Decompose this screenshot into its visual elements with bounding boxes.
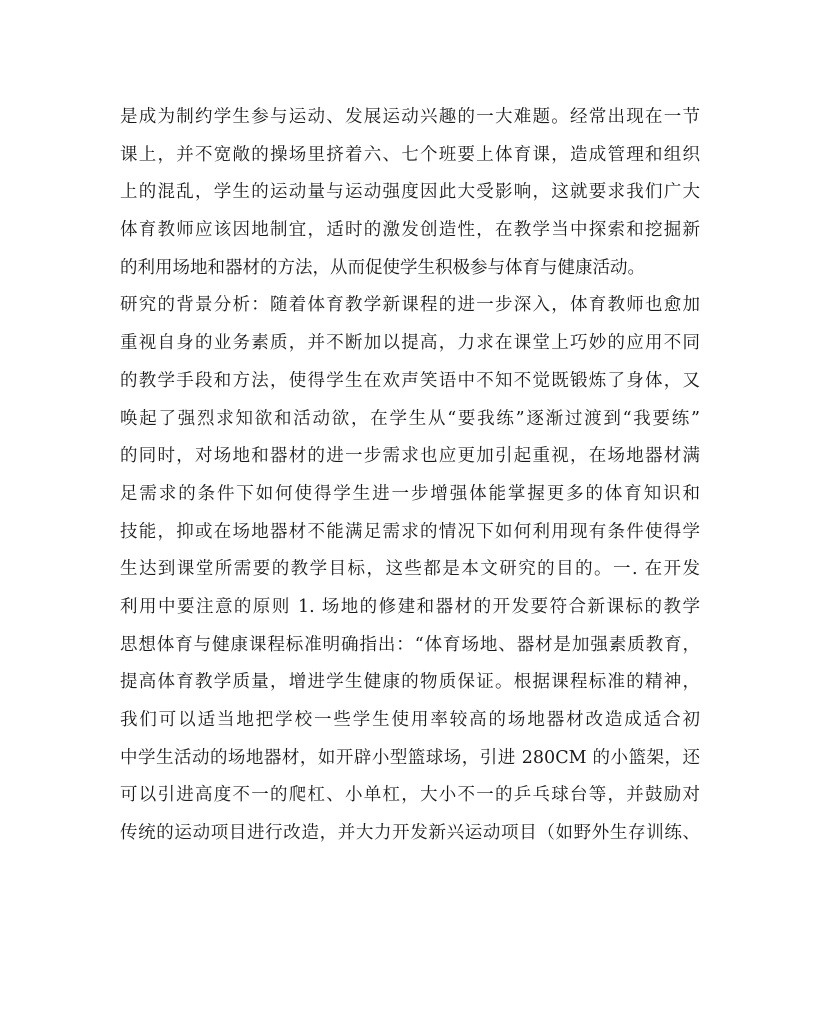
text-line-9: 唤起了强烈求知欲和活动欲，在学生从“要我练”逐渐过渡到“我要练” xyxy=(120,408,700,429)
text-line-1: 是成为制约学生参与运动、发展运动兴趣的一大难题。经常出现在一节 xyxy=(120,107,700,127)
text-line-6: 研究的背景分析：随着体育教学新课程的进一步深入，体育教师也愈加 xyxy=(120,295,700,316)
text-line-14: 利用中要注意的原则 1. 场地的修建和器材的开发要符合新课标的教学 xyxy=(120,596,700,617)
text-line-3: 上的混乱，学生的运动量与运动强度因此大受影响，这就要求我们广大 xyxy=(120,182,700,203)
text-line-19: 可以引进高度不一的爬杠、小单杠，大小不一的乒乓球台等，并鼓励对 xyxy=(120,785,700,806)
text-line-16: 提高体育教学质量，增进学生健康的物质保证。根据课程标准的精神， xyxy=(120,672,700,693)
text-line-5: 的利用场地和器材的方法，从而促使学生积极参与体育与健康活动。 xyxy=(120,257,645,278)
body-text xyxy=(120,99,700,853)
text-line-20: 传统的运动项目进行改造，并大力开发新兴运动项目（如野外生存训练、 xyxy=(120,823,700,844)
text-line-8: 的教学手段和方法，使得学生在欢声笑语中不知不觉既锻炼了身体，又 xyxy=(120,370,700,391)
text-line-7: 重视自身的业务素质，并不断加以提高，力求在课堂上巧妙的应用不同 xyxy=(120,333,700,354)
text-line-10: 的同时，对场地和器材的进一步需求也应更加引起重视，在场地器材满 xyxy=(120,446,700,467)
text-line-18: 中学生活动的场地器材，如开辟小型篮球场，引进 280CM 的小篮架，还 xyxy=(120,747,700,768)
text-line-2: 课上，并不宽敞的操场里挤着六、七个班要上体育课，造成管理和组织 xyxy=(120,144,700,165)
text-line-13: 生达到课堂所需要的教学目标，这些都是本文研究的目的。一. 在开发 xyxy=(120,559,700,580)
text-line-12: 技能，抑或在场地器材不能满足需求的情况下如何利用现有条件使得学 xyxy=(120,521,700,542)
text-line-15: 思想体育与健康课程标准明确指出：“体育场地、器材是加强素质教育， xyxy=(120,634,700,655)
text-line-4: 体育教师应该因地制宜，适时的激发创造性，在教学当中探索和挖掘新 xyxy=(120,220,700,241)
text-line-11: 足需求的条件下如何使得学生进一步增强体能掌握更多的体育知识和 xyxy=(120,483,700,504)
text-line-17: 我们可以适当地把学校一些学生使用率较高的场地器材改造成适合初 xyxy=(120,710,700,730)
